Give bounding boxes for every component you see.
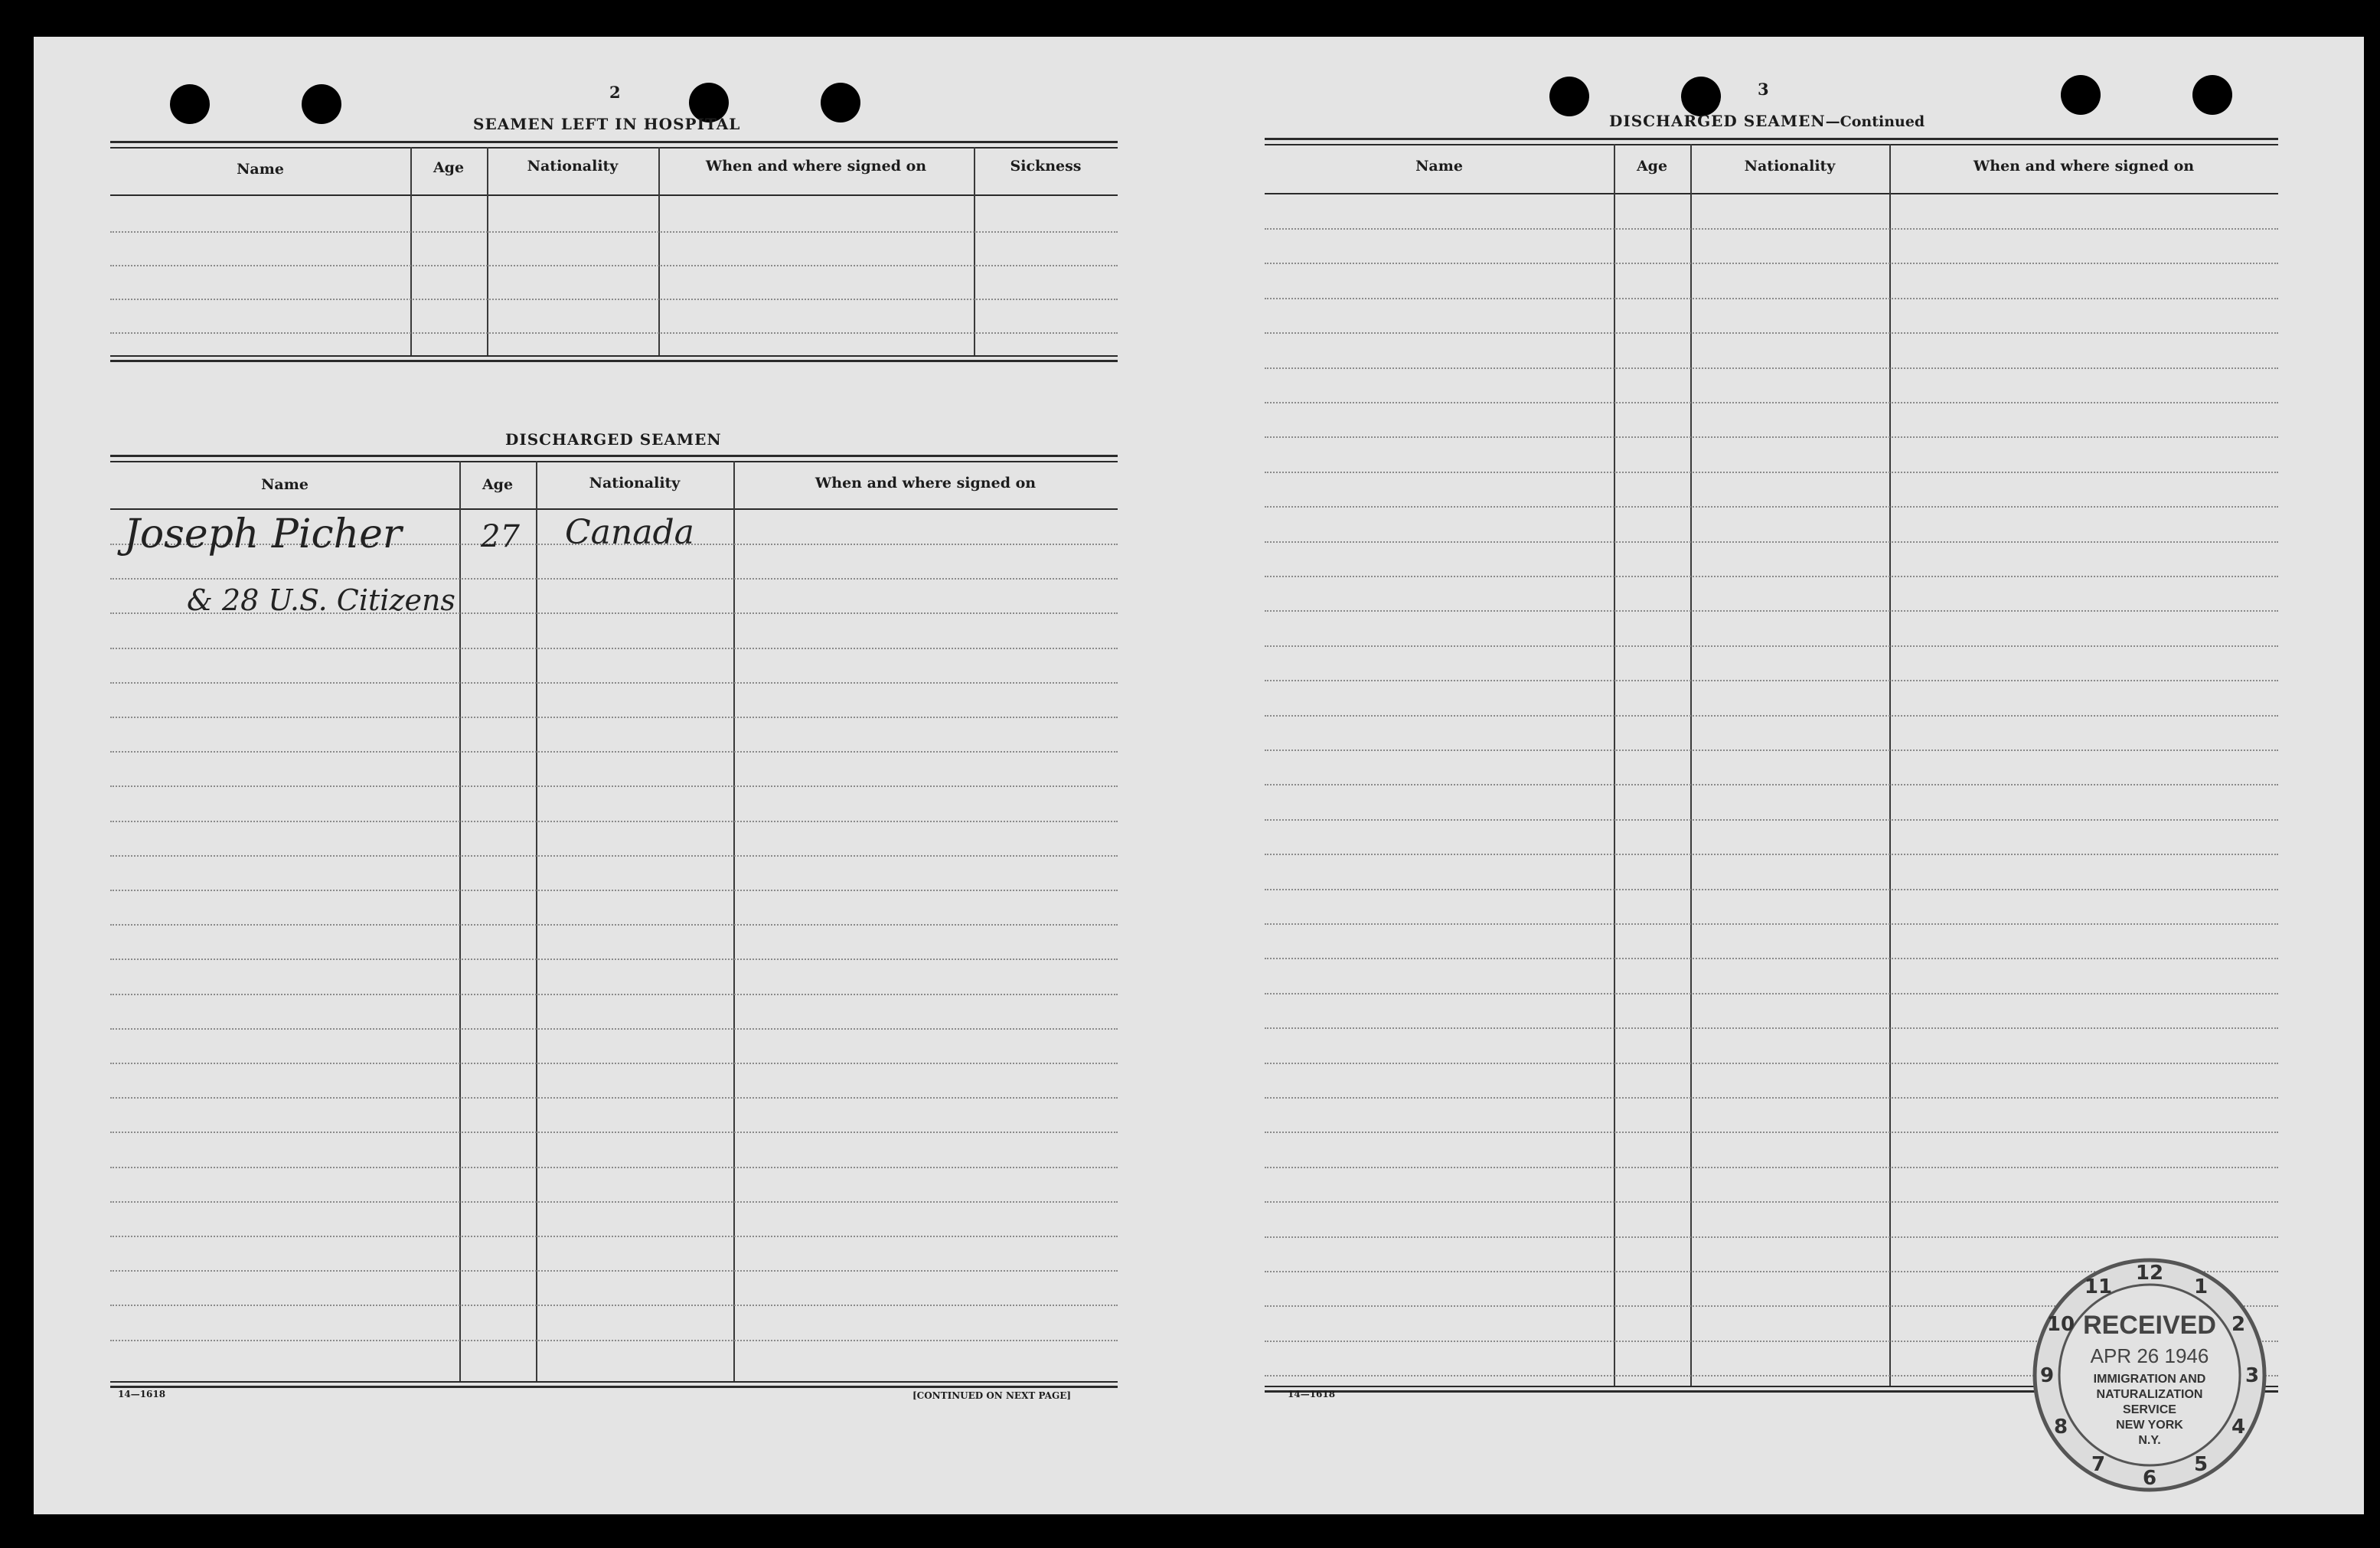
stamp-line6: NEW YORK: [2116, 1419, 2183, 1432]
row-line: [1265, 298, 2278, 299]
row-line: [1265, 332, 2278, 334]
row-line: [1265, 958, 2278, 959]
hospital-col-nationality: Nationality: [527, 158, 619, 175]
handwritten-note: & 28 U.S. Citizens: [187, 583, 455, 617]
continued-note: [CONTINUED ON NEXT PAGE]: [912, 1390, 1072, 1401]
hospital-col-sickness: Sickness: [1010, 158, 1082, 175]
row-line: [1265, 819, 2278, 821]
row-line: [1265, 645, 2278, 647]
stamp-ring-number: 11: [2084, 1275, 2113, 1298]
row-line: [110, 890, 1118, 891]
row-line: [1265, 923, 2278, 925]
right-col-name: Name: [1415, 158, 1463, 175]
discharged-col-nationality: Nationality: [589, 475, 681, 492]
row-line: [110, 1132, 1118, 1133]
stamp-ring-number: 2: [2231, 1313, 2246, 1336]
row-line: [1265, 610, 2278, 612]
row-line: [110, 578, 1118, 580]
row-line: [1265, 993, 2278, 994]
row-line: [110, 924, 1118, 926]
stamp-ring-number: 10: [2046, 1313, 2075, 1336]
row-line: [1265, 367, 2278, 369]
document-sheet: [34, 37, 2364, 1514]
row-line: [1265, 1097, 2278, 1099]
row-line: [110, 994, 1118, 995]
discharged-col-signed-on: When and where signed on: [815, 475, 1037, 492]
discharged-heading: DISCHARGED SEAMEN: [505, 430, 722, 449]
row-line: [110, 1063, 1118, 1064]
row-line: [1265, 854, 2278, 855]
row-line: [110, 821, 1118, 822]
row-line: [1265, 715, 2278, 717]
row-line: [1265, 506, 2278, 508]
row-line: [110, 1340, 1118, 1341]
handwritten-name: Joseph Picher: [124, 511, 402, 557]
stamp-ring-number: 7: [2091, 1453, 2106, 1476]
stamp-ring-number: 9: [2039, 1364, 2055, 1387]
handwritten-nationality: Canada: [565, 513, 694, 552]
hospital-col-age: Age: [433, 159, 465, 176]
row-line: [1265, 1027, 2278, 1029]
row-line: [1265, 784, 2278, 785]
punch-hole: [821, 83, 860, 122]
stamp-ring-number: 3: [2245, 1364, 2260, 1387]
row-line: [110, 1270, 1118, 1272]
row-line: [110, 1236, 1118, 1237]
right-col-nationality: Nationality: [1744, 158, 1836, 175]
row-line: [1265, 1236, 2278, 1238]
row-line: [110, 1097, 1118, 1099]
stamp-ring-number: 6: [2142, 1467, 2157, 1490]
row-line: [110, 751, 1118, 753]
row-line: [110, 682, 1118, 684]
stamp-ring-number: 5: [2193, 1453, 2209, 1476]
row-line: [110, 785, 1118, 787]
right-col-age: Age: [1636, 158, 1668, 175]
row-line: [110, 959, 1118, 960]
punch-hole: [302, 84, 341, 124]
row-line: [1265, 750, 2278, 751]
stamp-date: APR 26 1946: [2090, 1344, 2209, 1367]
row-line: [1265, 436, 2278, 438]
handwritten-age: 27: [481, 519, 520, 554]
stamp-line4: NATURALIZATION: [2096, 1388, 2203, 1401]
row-line: [1265, 889, 2278, 890]
discharged-continued-title: DISCHARGED SEAMEN: [1609, 112, 1826, 130]
row-line: [110, 717, 1118, 718]
stamp-line7: N.Y.: [2138, 1434, 2161, 1447]
received-stamp: [2029, 1254, 2271, 1496]
hospital-col-name: Name: [237, 161, 284, 178]
row-line: [110, 1028, 1118, 1030]
discharged-continued-heading: [1609, 112, 1925, 130]
right-col-signed-on: When and where signed on: [1973, 158, 2195, 175]
continued-suffix: —Continued: [1825, 113, 1925, 130]
form-number-left: 14—1618: [118, 1389, 166, 1399]
row-line: [110, 648, 1118, 649]
row-line: [110, 1167, 1118, 1168]
stamp-received: RECEIVED: [2083, 1311, 2216, 1340]
row-line: [1265, 1167, 2278, 1168]
discharged-col-name: Name: [261, 476, 309, 493]
stamp-ring-number: 12: [2135, 1262, 2164, 1285]
row-line: [1265, 228, 2278, 230]
row-line: [1265, 1201, 2278, 1203]
stamp-line5: SERVICE: [2123, 1403, 2176, 1416]
row-line: [1265, 680, 2278, 681]
punch-hole: [1549, 77, 1589, 116]
stamp-ring-number: 8: [2053, 1416, 2068, 1439]
form-number-right: 14—1618: [1288, 1389, 1336, 1399]
row-line: [1265, 472, 2278, 473]
row-line: [1265, 402, 2278, 403]
row-line: [1265, 576, 2278, 577]
row-line: [1265, 541, 2278, 543]
row-line: [1265, 1063, 2278, 1064]
page-number-left: 2: [609, 83, 621, 102]
punch-hole: [1681, 77, 1721, 116]
stamp-ring-number: 1: [2193, 1275, 2209, 1298]
hospital-table: [110, 141, 1118, 447]
row-line: [1265, 263, 2278, 264]
stamp-ring-number: 4: [2231, 1416, 2246, 1439]
row-line: [110, 1201, 1118, 1203]
row-line: [110, 1305, 1118, 1306]
punch-hole: [2061, 75, 2101, 115]
punch-hole: [2192, 75, 2232, 115]
page-number-right: 3: [1758, 80, 1769, 99]
discharged-col-age: Age: [482, 476, 514, 493]
stamp-line3: IMMIGRATION AND: [2093, 1373, 2206, 1386]
row-line: [110, 855, 1118, 857]
punch-hole: [170, 84, 210, 124]
hospital-heading: SEAMEN LEFT IN HOSPITAL: [473, 115, 741, 133]
hospital-col-signed-on: When and where signed on: [705, 158, 927, 175]
row-line: [1265, 1132, 2278, 1133]
